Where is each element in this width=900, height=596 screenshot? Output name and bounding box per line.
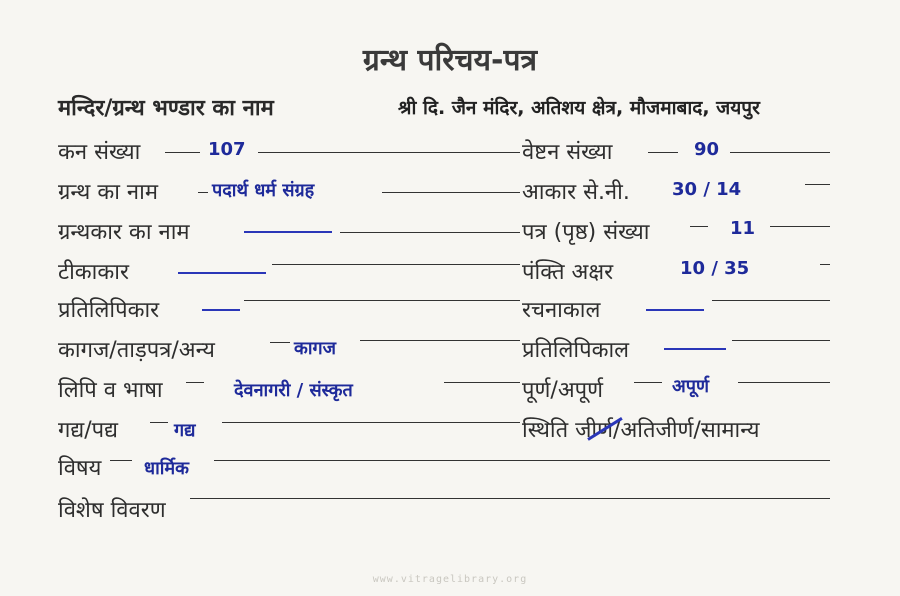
line [165, 152, 200, 153]
line [634, 382, 662, 383]
line [186, 382, 204, 383]
watermark: www.vitragelibrary.org [372, 574, 528, 585]
temple-label: मन्दिर/ग्रन्थ भण्डार का नाम [58, 96, 274, 121]
kram-sankhya-label: कन संख्या [58, 140, 141, 165]
row-6 [0, 334, 900, 368]
line [690, 226, 708, 227]
kram-sankhya-value: 107 [208, 139, 246, 160]
patra-sankhya-label: पत्र (पृष्ठ) संख्या [522, 220, 650, 245]
line [382, 192, 520, 193]
vishay-label: विषय [58, 456, 102, 481]
pankti-akshar-label: पंक्ति अक्षर [522, 260, 614, 285]
row-2 [0, 176, 900, 210]
line [244, 300, 520, 301]
pratilipikal-label: प्रतिलिपिकाल [522, 338, 630, 363]
purna-apurna-value: अपूर्ण [672, 376, 709, 397]
row-1 [0, 136, 900, 170]
vishay-value: धार्मिक [144, 458, 189, 479]
row-temple [0, 92, 900, 126]
gadya-padya-value: गद्य [174, 420, 196, 441]
lipi-bhasha-value: देवनागरी / संस्कृत [234, 380, 353, 401]
line [214, 460, 830, 461]
row-7 [0, 374, 900, 408]
line [190, 498, 830, 499]
pratilipikar-label: प्रतिलिपिकार [58, 298, 160, 323]
line [712, 300, 830, 301]
granth-naam-value: पदार्थ धर्म संग्रह [212, 180, 315, 201]
teekakar-label: टीकाकार [58, 260, 129, 285]
purna-apurna-label: पूर्ण/अपूर्ण [522, 378, 604, 403]
granthkar-label: ग्रन्थकार का नाम [58, 220, 190, 245]
lipi-bhasha-label: लिपि व भाषा [58, 378, 163, 403]
line [732, 340, 830, 341]
blank-mark [664, 348, 726, 350]
line [805, 184, 830, 185]
line [258, 152, 520, 153]
line [150, 422, 168, 423]
line [770, 226, 830, 227]
temple-value: श्री दि. जैन मंदिर, अतिशय क्षेत्र, मौजमाबाद, जयपुर [398, 97, 760, 119]
row-3 [0, 216, 900, 250]
aakar-label: आकार से.नी. [522, 180, 630, 205]
line [444, 382, 520, 383]
gadya-padya-label: गद्य/पद्य [58, 418, 119, 443]
row-5 [0, 294, 900, 328]
granth-naam-label: ग्रन्थ का नाम [58, 180, 158, 205]
kagaj-label: कागज/ताड़पत्र/अन्य [58, 338, 215, 363]
veshtan-sankhya-value: 90 [694, 139, 720, 160]
row-4 [0, 256, 900, 290]
line [272, 264, 520, 265]
line [360, 340, 520, 341]
row-8 [0, 414, 900, 448]
rachnakal-label: रचनाकाल [522, 298, 601, 323]
sthiti-label: स्थिति जीर्ण/अतिजीर्ण/सामान्य [522, 418, 760, 443]
vishesh-vivaran-label: विशेष विवरण [58, 498, 166, 523]
line [648, 152, 678, 153]
blank-mark [202, 309, 240, 311]
line [730, 152, 830, 153]
line [198, 192, 208, 193]
pankti-akshar-value: 10 / 35 [680, 258, 750, 279]
blank-mark [646, 309, 704, 311]
line [738, 382, 830, 383]
row-9 [0, 452, 900, 486]
kagaj-value: कागज [294, 338, 336, 359]
line [340, 232, 520, 233]
line [820, 264, 830, 265]
line [270, 342, 290, 343]
card-title: ग्रन्थ परिचय-पत्र [362, 43, 538, 78]
patra-sankhya-value: 11 [730, 218, 756, 239]
line [222, 422, 520, 423]
veshtan-sankhya-label: वेष्टन संख्या [522, 140, 613, 165]
row-10 [0, 494, 900, 528]
blank-mark [178, 272, 266, 274]
blank-mark [244, 231, 332, 233]
aakar-value: 30 / 14 [672, 179, 742, 200]
line [110, 460, 132, 461]
